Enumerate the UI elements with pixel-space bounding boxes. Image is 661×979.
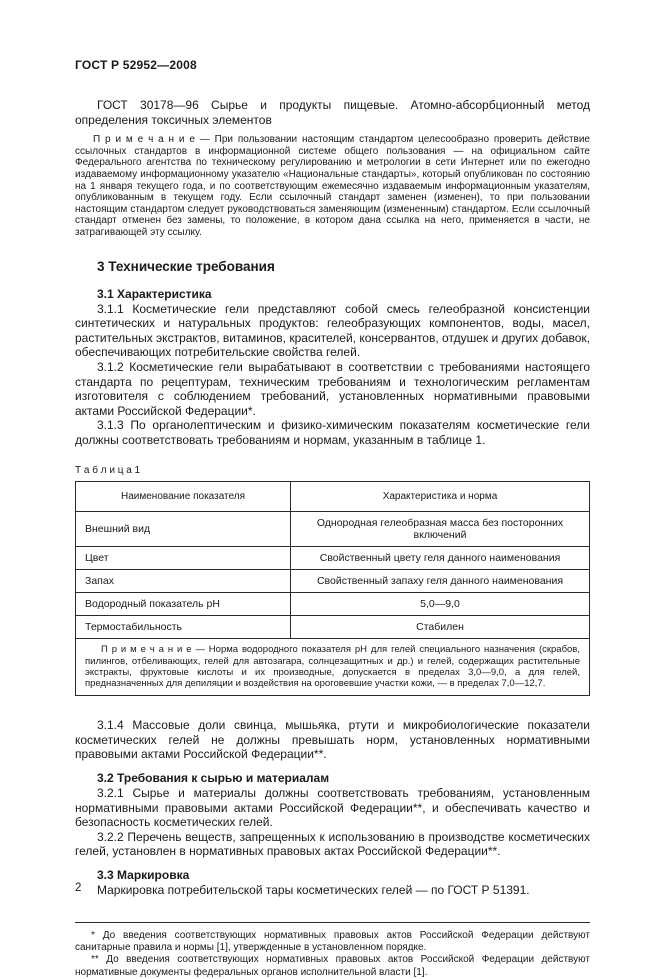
paragraph-3-3: Маркировка потребительской тары косметических гелей — по ГОСТ Р 51391. [97, 883, 530, 898]
characteristics-table [75, 481, 590, 696]
section-3-heading: 3 Технические требования [97, 258, 275, 274]
table-row [76, 570, 590, 593]
footnotes-section [75, 922, 590, 979]
reference-paragraph: ГОСТ 30178—96 Сырье и продукты пищевые. Атомно-абсорбционный метод определения токсичных элементов [75, 98, 590, 127]
table-row [76, 512, 590, 547]
paragraph-3-2-1: 3.2.1 Сырье и материалы должны соответствовать требованиям, установленным нормативными правовыми актами Российской Федерации**, и обеспечивать качество и безопасность косметических гелей. [75, 786, 590, 830]
indicator-name: Внешний вид [76, 512, 291, 547]
indicator-name: Запах [76, 570, 291, 593]
indicator-value: Однородная гелеобразная масса без посторонних включений [291, 512, 590, 547]
paragraph-3-2-2: 3.2.2 Перечень веществ, запрещенных к использованию в производстве косметических гелей, установлен в нормативных правовых актах Российской Федерации**. [75, 829, 590, 859]
footnote-double-asterisk: ** До введения соответствующих нормативных правовых актов Российской Федерации действуют нормативные документы федеральных органов исполнительной власти [1]. [75, 954, 590, 978]
table-note-text: П р и м е ч а н и е — Норма водородного показателя pH для гелей специального назначения (скрабов, пилингов, отбеливающих, гелей для автозагара, солнцезащитных и др.) и гелей, содержащих растительные экстракты, фруктовые кислоты и их производные, допускается в пределах 3,0—9,0, а для гелей, предназначенных для депиляции и воздействия на ороговевшие участки кожи, — в пределах 7,0—12,7. [85, 644, 580, 690]
table-note-cell [76, 639, 590, 696]
document-code-header: ГОСТ Р 52952—2008 [75, 58, 197, 72]
table-note-row [76, 639, 590, 696]
footnote-single-asterisk: * До введения соответствующих нормативных правовых актов Российской Федерации действуют санитарные правила и нормы [1], утвержденные в установленном порядке. [75, 929, 590, 954]
table-1-label: Т а б л и ц а 1 [75, 465, 141, 477]
table-col-header-name: Наименование показателя [76, 482, 291, 512]
paragraph-3-1-3: 3.1.3 По органолептическим и физико-химическим показателям косметические гели должны соответствовать требованиям и нормам, указанным в таблице 1. [75, 418, 590, 447]
indicator-name: Водородный показатель pH [76, 593, 291, 616]
table-col-header-norm: Характеристика и норма [291, 482, 590, 512]
paragraph-3-1-1: 3.1.1 Косметические гели представляют собой смесь гелеобразной консистенции синтетических и натуральных продуктов: гелеобразующих компонентов, воды, масел, растительных экстрактов, витаминов, красителей, консервантов, отдушек и других добавок, обеспечивающих потребительские свойства гелей. [75, 301, 590, 360]
table-row [76, 593, 590, 616]
indicator-value: Стабилен [291, 616, 590, 639]
indicator-value: 5,0—9,0 [291, 593, 590, 616]
table-row [76, 616, 590, 639]
indicator-name: Термостабильность [76, 616, 291, 639]
page-number: 2 [75, 882, 82, 894]
section-3-3-heading: 3.3 Маркировка [97, 868, 190, 883]
paragraph-3-1-2: 3.1.2 Косметические гели вырабатывают в соответствии с требованиями настоящего стандарта по рецептурам, техническим требованиям и технологическим регламентам изготовителя с соблюдением требований, установленных нормативными правовыми актами Российской Федерации*. [75, 359, 590, 418]
usage-note-paragraph: П р и м е ч а н и е — При пользовании настоящим стандартом целесообразно проверить действие ссылочных стандартов в информационной системе общего пользования — на официальном сайте Федерального агентства по техническому регулированию и метрологии в сети Интернет или по ежегодно издаваемому информационному указателю «Национальные стандарты», который опубликован по состоянию на 1 января текущего года, и по соответствующим ежемесячно издаваемым информационным указателям, опубликованным в текущем году. Если ссылочный стандарт заменен (изменен), то при пользовании настоящим стандартом следует руководствоваться заменяющим (измененным) стандартом. Если ссылочный стандарт отменен без замены, то положение, в котором дана ссылка на него, применяется в части, не затрагивающей эту ссылку. [75, 134, 590, 238]
indicator-value: Свойственный запаху геля данного наименования [291, 570, 590, 593]
indicator-value: Свойственный цвету геля данного наименования [291, 547, 590, 570]
paragraph-3-1-4: 3.1.4 Массовые доли свинца, мышьяка, ртути и микробиологические показатели косметических гелей не должны превышать норм, установленных нормативными правовыми актами Российской Федерации**. [75, 718, 590, 762]
table-header-row [76, 482, 590, 512]
indicator-name: Цвет [76, 547, 291, 570]
table-row [76, 547, 590, 570]
section-3-1-heading: 3.1 Характеристика [97, 286, 212, 301]
section-3-2-heading: 3.2 Требования к сырью и материалам [97, 771, 330, 786]
